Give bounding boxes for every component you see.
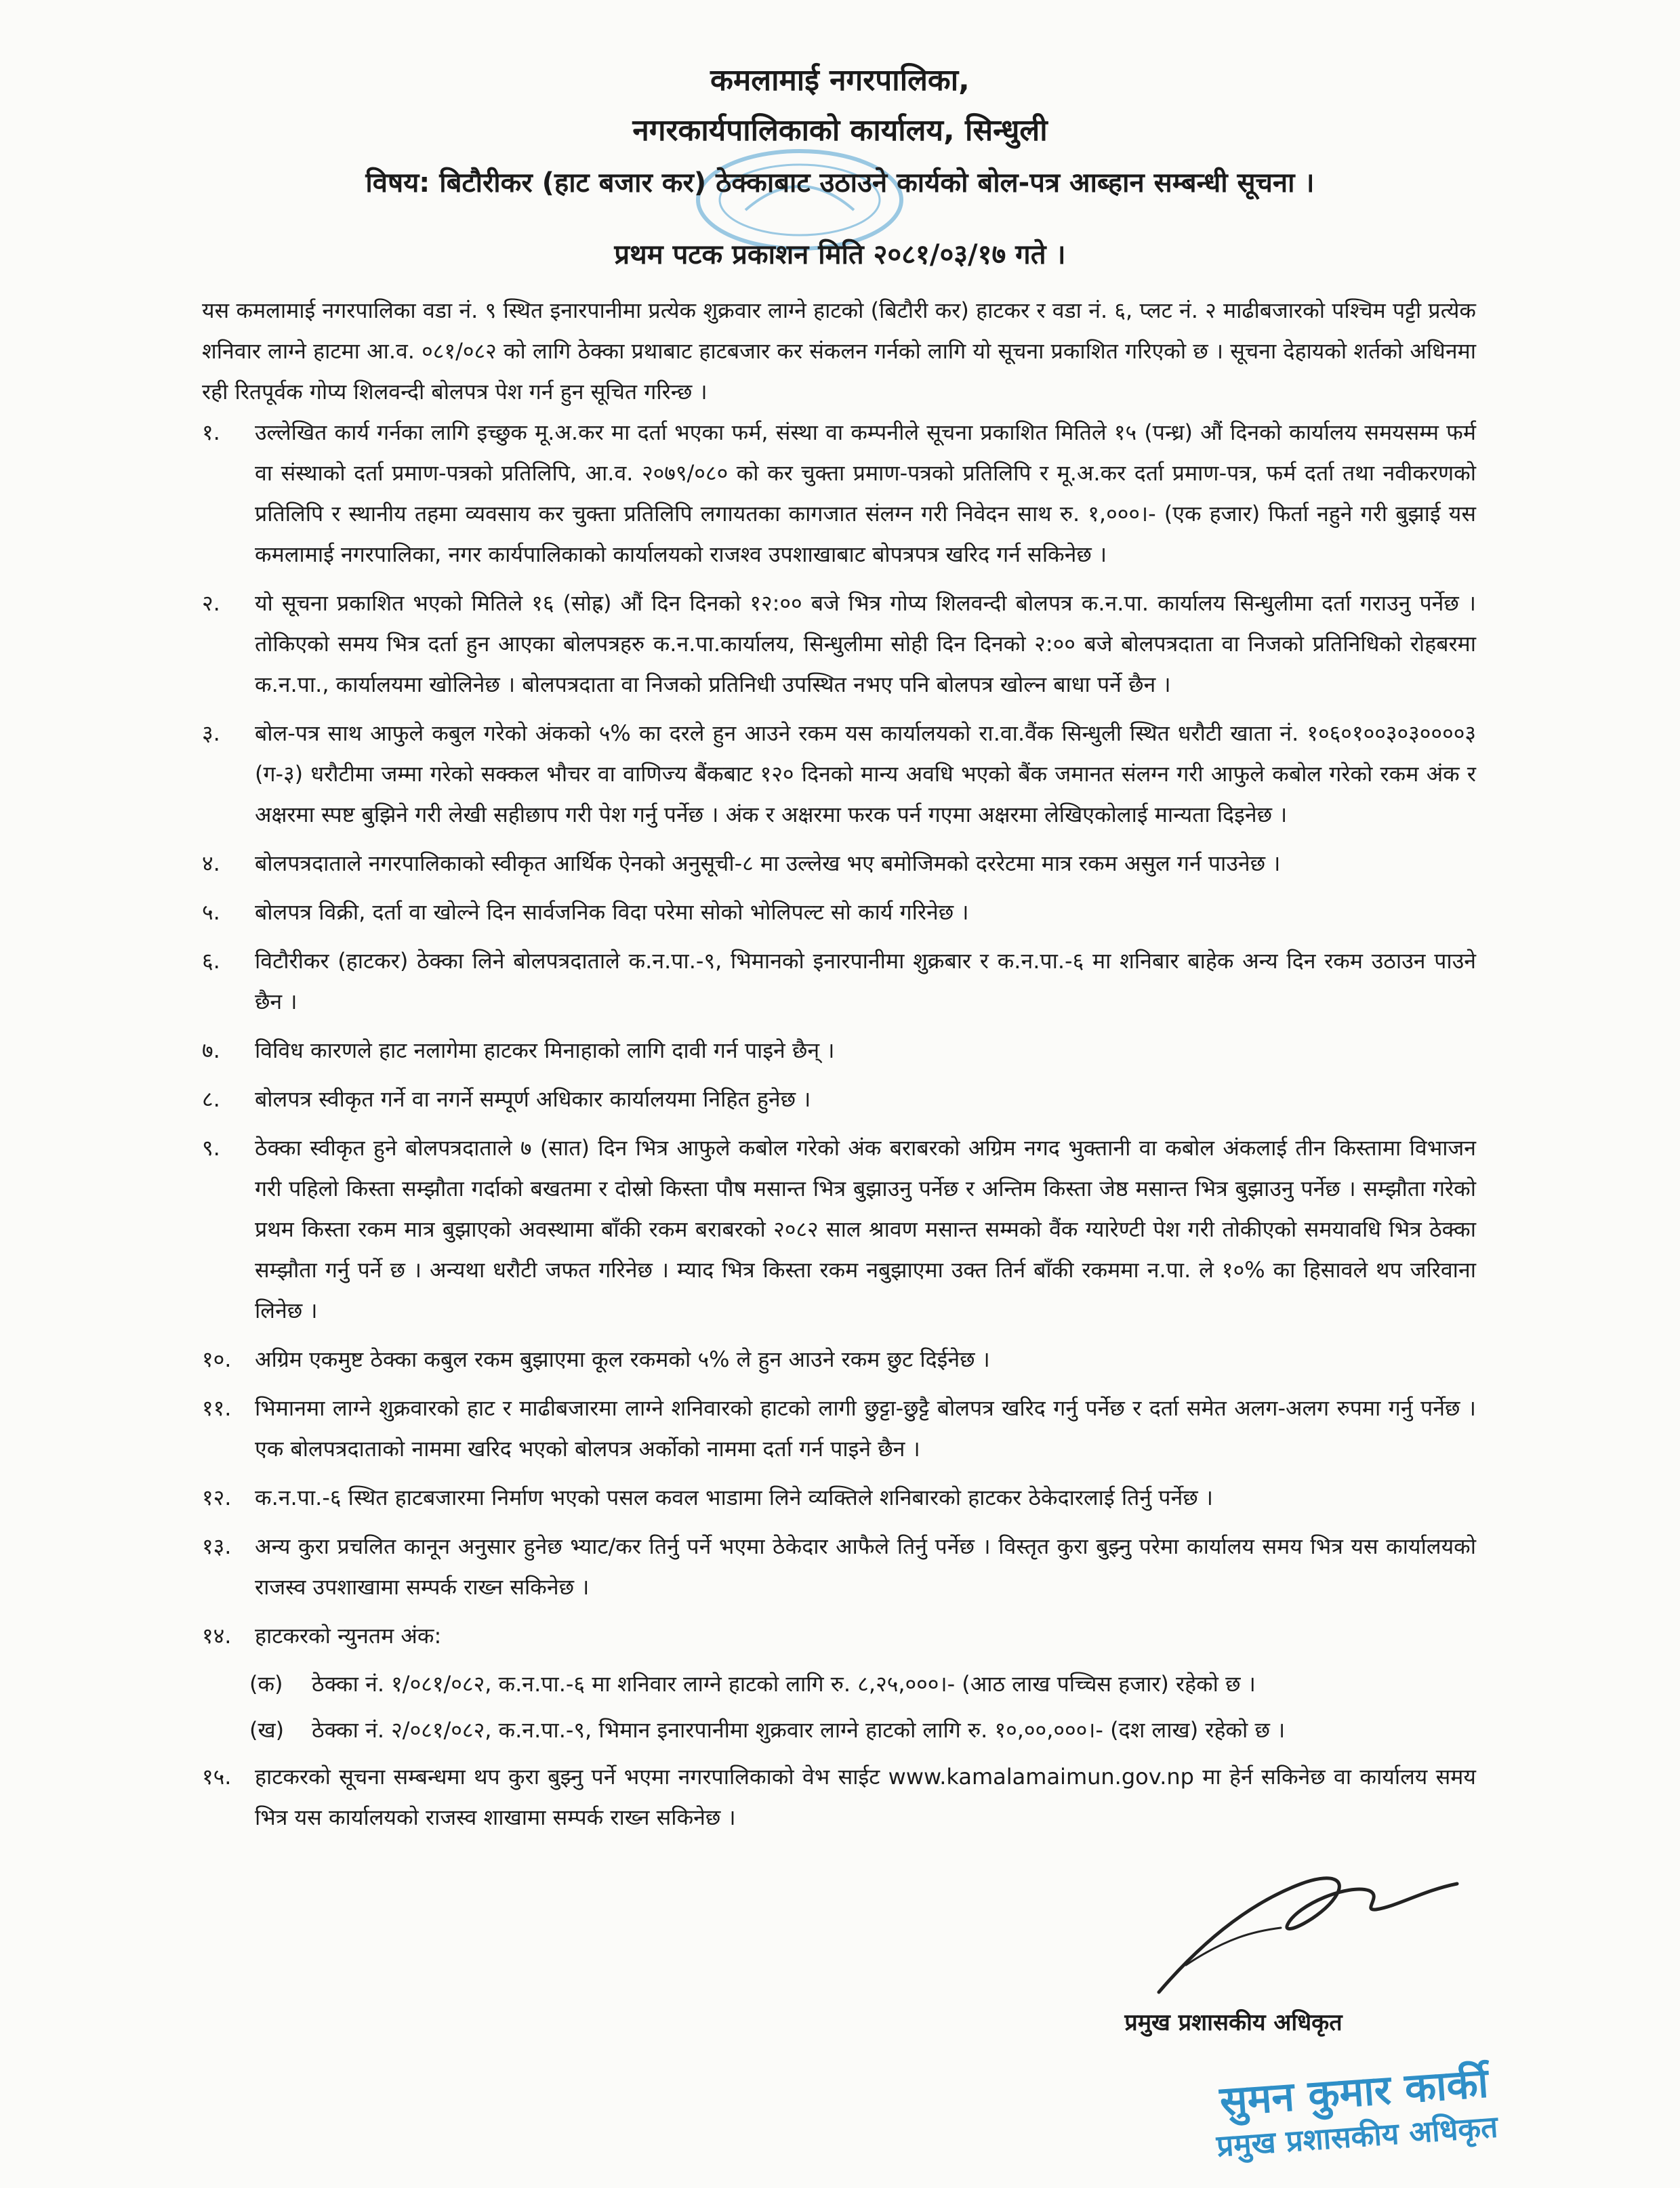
sub-item xyxy=(249,1710,1476,1750)
conditions-list xyxy=(202,412,1476,1846)
item-text: क.न.पा.-६ स्थित हाटबजारमा निर्माण भएको पसल कवल भाडामा लिने व्यक्तिले शनिबारको हाटकर ठेकेदारलाई तिर्नु पर्नेछ । xyxy=(255,1485,1213,1510)
office-name: नगरकार्यपालिकाको कार्यालय, सिन्धुली xyxy=(632,113,1048,148)
item-number: १५. xyxy=(202,1764,232,1790)
item-text: विटौरीकर (हाटकर) ठेक्का लिने बोलपत्रदाताले क.न.पा.-९, भिमानको इनारपानीमा शुक्रबार र क.न.पा.-६ मा शनिबार बाहेक अन्य दिन रकम उठाउन पाउने छैन । xyxy=(255,948,1476,1014)
item-text: विविध कारणले हाट नलागेमा हाटकर मिनाहाको लागि दावी गर्न पाइने छैन् । xyxy=(255,1037,835,1063)
item-text: बोलपत्रदाताले नगरपालिकाको स्वीकृत आर्थिक ऐनको अनुसूची-८ मा उल्लेख भए बमोजिमको दररेटमा मात्र रकम असुल गर्न पाउनेछ । xyxy=(255,850,1281,876)
item-number: ६. xyxy=(202,948,220,974)
item-number: ९. xyxy=(202,1135,220,1161)
item-number: २. xyxy=(202,590,220,616)
stamp-officer-name: सुमन कुमार कार्की xyxy=(1218,2059,1490,2126)
item-number: ५. xyxy=(202,899,220,925)
item-number: ११. xyxy=(202,1395,232,1421)
item-text: ठेक्का स्वीकृत हुने बोलपत्रदाताले ७ (सात) दिन भित्र आफुले कबोल गरेको अंक बराबरको अग्रिम नगद भुक्तानी वा कबोल अंकलाई तीन किस्तामा विभाजन गरी पहिलो किस्ता सम्झौता गर्दाको बखतमा र दोस्रो किस्ता पौष मसान्त भित्र बुझाउनु पर्नेछ र अन्तिम किस्ता जेष्ठ मसान्त भित्र बुझाउनु पर्नेछ । सम्झौता गरेको प्रथम किस्ता रकम मात्र बुझाएको अवस्थामा बाँकी रकम बराबरको २०८२ साल श्रावण मसान्त सम्मको वैंक ग्यारेण्टी पेश गरी तोकीएको समयावधि भित्र ठेक्का सम्झौता गर्नु पर्ने छ । अन्यथा धरौटी जफत गरिनेछ । म्याद भित्र किस्ता रकम नबुझाएमा उक्त तिर्न बाँकी रकममा न.पा. ले १०% का हिसावले थप जरिवाना लिनेछ । xyxy=(255,1135,1476,1323)
list-item xyxy=(202,1756,1476,1838)
item-number: १. xyxy=(202,419,220,445)
list-item xyxy=(202,412,1476,575)
item-text: बोलपत्र विक्री, दर्ता वा खोल्ने दिन सार्वजनिक विदा परेमा सोको भोलिपल्ट सो कार्य गरिनेछ । xyxy=(255,899,969,925)
item-number: १०. xyxy=(202,1346,232,1372)
list-item xyxy=(202,1128,1476,1331)
item-number: ७. xyxy=(202,1037,220,1063)
item-number: ४. xyxy=(202,850,220,876)
list-item xyxy=(202,1339,1476,1380)
item-text: अन्य कुरा प्रचलित कानून अनुसार हुनेछ भ्याट/कर तिर्नु पर्ने भएमा ठेकेदार आफैले तिर्नु पर्नेछ । विस्तृत कुरा बुझ्नु परेमा कार्यालय समय भित्र यस कार्यालयको राजस्व उपशाखामा सम्पर्क राख्न सकिनेछ । xyxy=(255,1533,1476,1600)
municipality-name: कमलामाई नगरपालिका, xyxy=(710,63,970,98)
item-text: बोल-पत्र साथ आफुले कबुल गरेको अंकको ५% का दरले हुन आउने रकम यस कार्यालयको रा.वा.वैंक सिन्धुली स्थित धरौटी खाता नं. १०६०१००३०३००००३ (ग-३) धरौटीमा जम्मा गरेको सक्कल भौचर वा वाणिज्य बैंकबाट १२० दिनको मान्य अवधि भएको बैंक जमानत संलग्न गरी आफुले कबोल गरेको रकम अंक र अक्षरमा स्पष्ट बुझिने गरी लेखी सहीछाप गरी पेश गर्नु पर्नेछ । अंक र अक्षरमा फरक पर्न गएमा अक्षरमा लेखिएकोलाई मान्यता दिइनेछ । xyxy=(255,720,1476,827)
list-item xyxy=(202,1615,1476,1656)
sub-item xyxy=(249,1664,1476,1704)
item-text: भिमानमा लाग्ने शुक्रवारको हाट र माढीबजारमा लाग्ने शनिवारको हाटको लागी छुट्टा-छुट्टै बोलपत्र खरिद गर्नु पर्नेछ र दर्ता समेत अलग-अलग रुपमा गर्नु पर्नेछ । एक बोलपत्रदाताको नाममा खरिद भएको बोलपत्र अर्कोको नाममा दर्ता गर्न पाइने छैन । xyxy=(255,1395,1476,1462)
item-text: उल्लेखित कार्य गर्नका लागि इच्छुक मू.अ.कर मा दर्ता भएका फर्म, संस्था वा कम्पनीले सूचना प्रकाशित मितिले १५ (पन्ध्र) औं दिनको कार्यालय समयसम्म फर्म वा संस्थाको दर्ता प्रमाण-पत्रको प्रतिलिपि, आ.व. २०७९/०८० को कर चुक्ता प्रमाण-पत्रको प्रतिलिपि र मू.अ.कर दर्ता प्रमाण-पत्र, फर्म दर्ता तथा नवीकरणको प्रतिलिपि र स्थानीय तहमा व्यवसाय कर चुक्ता प्रतिलिपि लगायतका कागजात संलग्न गरी निवेदन साथ रु. १,०००।- (एक हजार) फिर्ता नहुने गरी बुझाई यस कमलामाई नगरपालिका, नगर कार्यपालिकाको कार्यालयको राजश्व उपशाखाबाट बोपत्रपत्र खरिद गर्न सकिनेछ । xyxy=(255,419,1476,567)
list-item xyxy=(202,843,1476,884)
intro-paragraph: यस कमलामाई नगरपालिका वडा नं. ९ स्थित इनारपानीमा प्रत्येक शुक्रवार लाग्ने हाटको (बिटौरी कर) हाटकर र वडा नं. ६, प्लट नं. २ माढीबजारको पश्चिम पट्टी प्रत्येक शनिवार लाग्ने हाटमा आ.व. ०८१/०८२ को लागि ठेक्का प्रथाबाट हाटबजार कर संकलन गर्नको लागि यो सूचना प्रकाशित गरिएको छ । सूचना देहायको शर्तको अधिनमा रही रितपूर्वक गोप्य शिलवन्दी बोलपत्र पेश गर्न हुन सूचित गरिन्छ । xyxy=(202,297,1476,405)
list-item xyxy=(202,1526,1476,1607)
item-number: ३. xyxy=(202,720,220,746)
list-item xyxy=(202,1477,1476,1518)
list-item xyxy=(202,1030,1476,1071)
officer-name-stamp xyxy=(1163,2054,1548,2170)
item-number: १३. xyxy=(202,1533,232,1559)
item-text: हाटकरको सूचना सम्बन्धमा थप कुरा बुझ्नु पर्ने भएमा नगरपालिकाको वेभ साईट www.kamalamaimun.gov.np मा हेर्न सकिनेछ वा कार्यालय समय भित्र यस कार्यालयको राजस्व शाखामा सम्पर्क राख्न सकिनेछ । xyxy=(255,1764,1476,1830)
list-item xyxy=(202,892,1476,932)
item-text: यो सूचना प्रकाशित भएको मितिले १६ (सोह्र) औं दिन दिनको १२:०० बजे भित्र गोप्य शिलवन्दी बोलपत्र क.न.पा. कार्यालय सिन्धुलीमा दर्ता गराउनु पर्नेछ । तोकिएको समय भित्र दर्ता हुन आएका बोलपत्रहरु क.न.पा.कार्यालय, सिन्धुलीमा सोही दिन दिनको २:०० बजे बोलपत्रदाता वा निजको प्रतिनिधिको रोहबरमा क.न.पा., कार्यालयमा खोलिनेछ । बोलपत्रदाता वा निजको प्रतिनिधी उपस्थित नभए पनि बोलपत्र खोल्न बाधा पर्ने छैन । xyxy=(255,590,1476,697)
list-item xyxy=(202,583,1476,705)
item-text: अग्रिम एकमुष्ट ठेक्का कबुल रकम बुझाएमा कूल रकमको ५% ले हुन आउने रकम छुट दिईनेछ । xyxy=(255,1346,990,1372)
list-item xyxy=(202,941,1476,1022)
notice-subject: विषय: बिटौरीकर (हाट बजार कर) ठेक्काबाट उठाउने कार्यको बोल-पत्र आब्हान सम्बन्धी सूचना । xyxy=(365,167,1315,199)
item-number: १४. xyxy=(202,1623,232,1649)
publication-date: प्रथम पटक प्रकाशन मिति २०८१/०३/१७ गते । xyxy=(614,239,1066,270)
sub-item-label: (ख) xyxy=(249,1717,285,1743)
item-text: बोलपत्र स्वीकृत गर्ने वा नगर्ने सम्पूर्ण अधिकार कार्यालयमा निहित हुनेछ । xyxy=(255,1086,811,1112)
list-item xyxy=(202,713,1476,835)
officer-designation: प्रमुख प्रशासकीय अधिकृत xyxy=(1124,2009,1343,2036)
handwritten-signature xyxy=(1145,1863,1471,1999)
stamp-officer-role: प्रमुख प्रशासकीय अधिकृत xyxy=(1215,2109,1499,2164)
item-number: १२. xyxy=(202,1485,232,1510)
sub-item-label: (क) xyxy=(249,1671,283,1697)
list-item xyxy=(202,1388,1476,1469)
list-item xyxy=(202,1079,1476,1119)
sub-item-text: ठेक्का नं. १/०८१/०८२, क.न.पा.-६ मा शनिवार लाग्ने हाटको लागि रु. ८,२५,०००।- (आठ लाख पच्चिस हजार) रहेको छ । xyxy=(312,1671,1256,1697)
item-number: ८. xyxy=(202,1086,220,1112)
item-text: हाटकरको न्युनतम अंक: xyxy=(255,1623,442,1649)
sub-item-text: ठेक्का नं. २/०८१/०८२, क.न.पा.-९, भिमान इनारपानीमा शुक्रवार लाग्ने हाटको लागि रु. १०,००,०००।- (दश लाख) रहेको छ । xyxy=(312,1717,1286,1743)
